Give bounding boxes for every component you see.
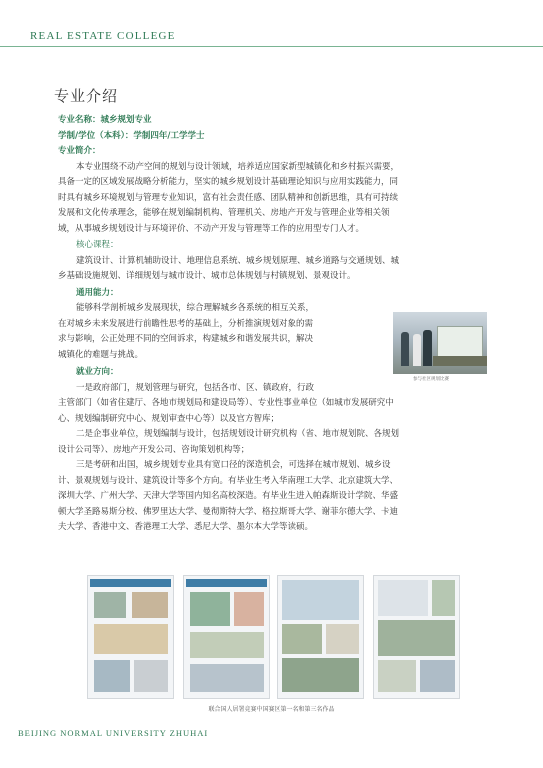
- poster-block: [282, 580, 359, 620]
- career-line: 二是企事业单位，规划编制与设计，包括规划设计研究机构（省、地市规划院、各规划: [76, 429, 400, 439]
- poster-block: [234, 592, 264, 626]
- poster-block: [132, 592, 168, 618]
- poster-block: [378, 660, 416, 692]
- competition-photo: [393, 312, 487, 374]
- career-heading: 就业方向：: [76, 367, 119, 377]
- poster-header-band: [186, 579, 267, 587]
- career-line: 深圳大学、广州大学、天津大学等国内知名高校深造。有毕业生进入帕森斯设计学院、华盛: [58, 491, 399, 501]
- award-poster: [373, 575, 460, 699]
- poster-block: [432, 580, 455, 616]
- poster-block: [378, 620, 455, 656]
- intro-line: 时具有城乡环境规划与管理专业知识，富有社会责任感、团队精神和创新思维，具有可持续: [58, 192, 399, 203]
- award-poster: [277, 575, 364, 699]
- core-line: 乡基础设施规划、详细规划与城市设计、城市总体规划与村镇规划、景观设计。: [58, 271, 356, 281]
- major-degree: 学制/学位（本科）：学制四年/工学学士: [58, 130, 205, 141]
- award-gallery: [87, 575, 462, 697]
- photo-person: [401, 332, 409, 366]
- intro-line: 具备一定的区域发展战略分析能力，坚实的城乡规划设计基础理论知识与应用实践能力，同: [58, 177, 399, 187]
- poster-block: [190, 664, 264, 692]
- career-line: 计、景观规划与设计、建筑设计等多个方向。有毕业生考入华南理工大学、北京建筑大学、: [58, 475, 399, 486]
- poster-header-band: [90, 579, 171, 587]
- photo-display-board: [437, 326, 483, 358]
- university-footer: BEIJING NORMAL UNIVERSITY ZHUHAI: [18, 728, 209, 738]
- career-line: 心、规划编制研究中心、规划审查中心等）以及官方智库；: [58, 413, 280, 424]
- core-line: 建筑设计、计算机辅助设计、地理信息系统、城乡规划原理、城乡道路与交通规划、城: [76, 255, 400, 266]
- poster-block: [94, 660, 130, 692]
- intro-line: 域，从事城乡规划设计与环境评价、不动产开发与管理等工作的应用型专门人才。: [58, 223, 365, 234]
- award-poster: [87, 575, 174, 699]
- ability-line: 能够科学剖析城乡发展现状，综合理解城乡各系统的相互关系，: [76, 303, 315, 313]
- career-line: 夫大学、香港中文、香港理工大学、悉尼大学、墨尔本大学等读硕。: [58, 522, 314, 532]
- poster-block: [94, 592, 126, 618]
- intro-line: 本专业围绕不动产空间的规划与设计领域，培养适应国家新型城镇化和乡村振兴需要，: [76, 161, 400, 172]
- major-name: 专业名称：城乡规划专业: [58, 115, 152, 125]
- core-heading: 核心课程：: [76, 240, 119, 250]
- career-line: 顿大学圣路易斯分校、佛罗里达大学、曼彻斯特大学、格拉斯哥大学、谢菲尔德大学、卡迪: [58, 506, 399, 517]
- poster-block: [282, 624, 322, 654]
- header-divider: [0, 46, 543, 47]
- ability-line: 求与影响，公正处理不同的空间诉求，构建城乡和谐发展共识，解决: [58, 334, 314, 344]
- career-line: 一是政府部门，规划管理与研究，包括各市、区、镇政府，行政: [76, 382, 315, 393]
- photo-model-table: [433, 356, 487, 366]
- photo-caption: 参与社区规划比赛: [413, 377, 449, 382]
- photo-person: [423, 330, 432, 366]
- page-title: 专业介绍: [54, 87, 119, 106]
- intro-heading: 专业简介：: [58, 146, 101, 156]
- ability-line: 在对城乡未来发展进行前瞻性思考的基础上，分析推演规划对象的需: [58, 318, 314, 329]
- ability-heading: 通用能力：: [76, 287, 119, 298]
- intro-line: 发展和文化传承理念，能够在规划编制机构、管理机关、房地产开发与管理企业等相关领: [58, 208, 390, 218]
- photo-person: [413, 334, 421, 366]
- career-line: 主管部门（如省住建厅、各地市规划局和建设局等）、专业性事业单位（如城市发展研究中: [58, 398, 394, 408]
- career-line: 三是考研和出国，城乡规划专业具有宽口径的深造机会，可选择在城市规划、城乡设: [76, 460, 391, 470]
- poster-block: [190, 632, 264, 658]
- career-line: 设计公司等）、房地产开发公司、咨询策划机构等；: [58, 444, 250, 455]
- poster-block: [134, 660, 168, 692]
- poster-block: [378, 580, 428, 616]
- award-poster: [183, 575, 270, 699]
- poster-block: [282, 658, 359, 692]
- poster-block: [190, 592, 230, 626]
- college-header: REAL ESTATE COLLEGE: [30, 30, 176, 42]
- ability-line: 城镇化的难题与挑战。: [58, 349, 144, 360]
- poster-block: [94, 624, 168, 654]
- poster-block: [326, 624, 359, 654]
- gallery-caption: 联合国人居署竞赛中国赛区第一名和第三名作品: [208, 706, 335, 713]
- poster-block: [420, 660, 455, 692]
